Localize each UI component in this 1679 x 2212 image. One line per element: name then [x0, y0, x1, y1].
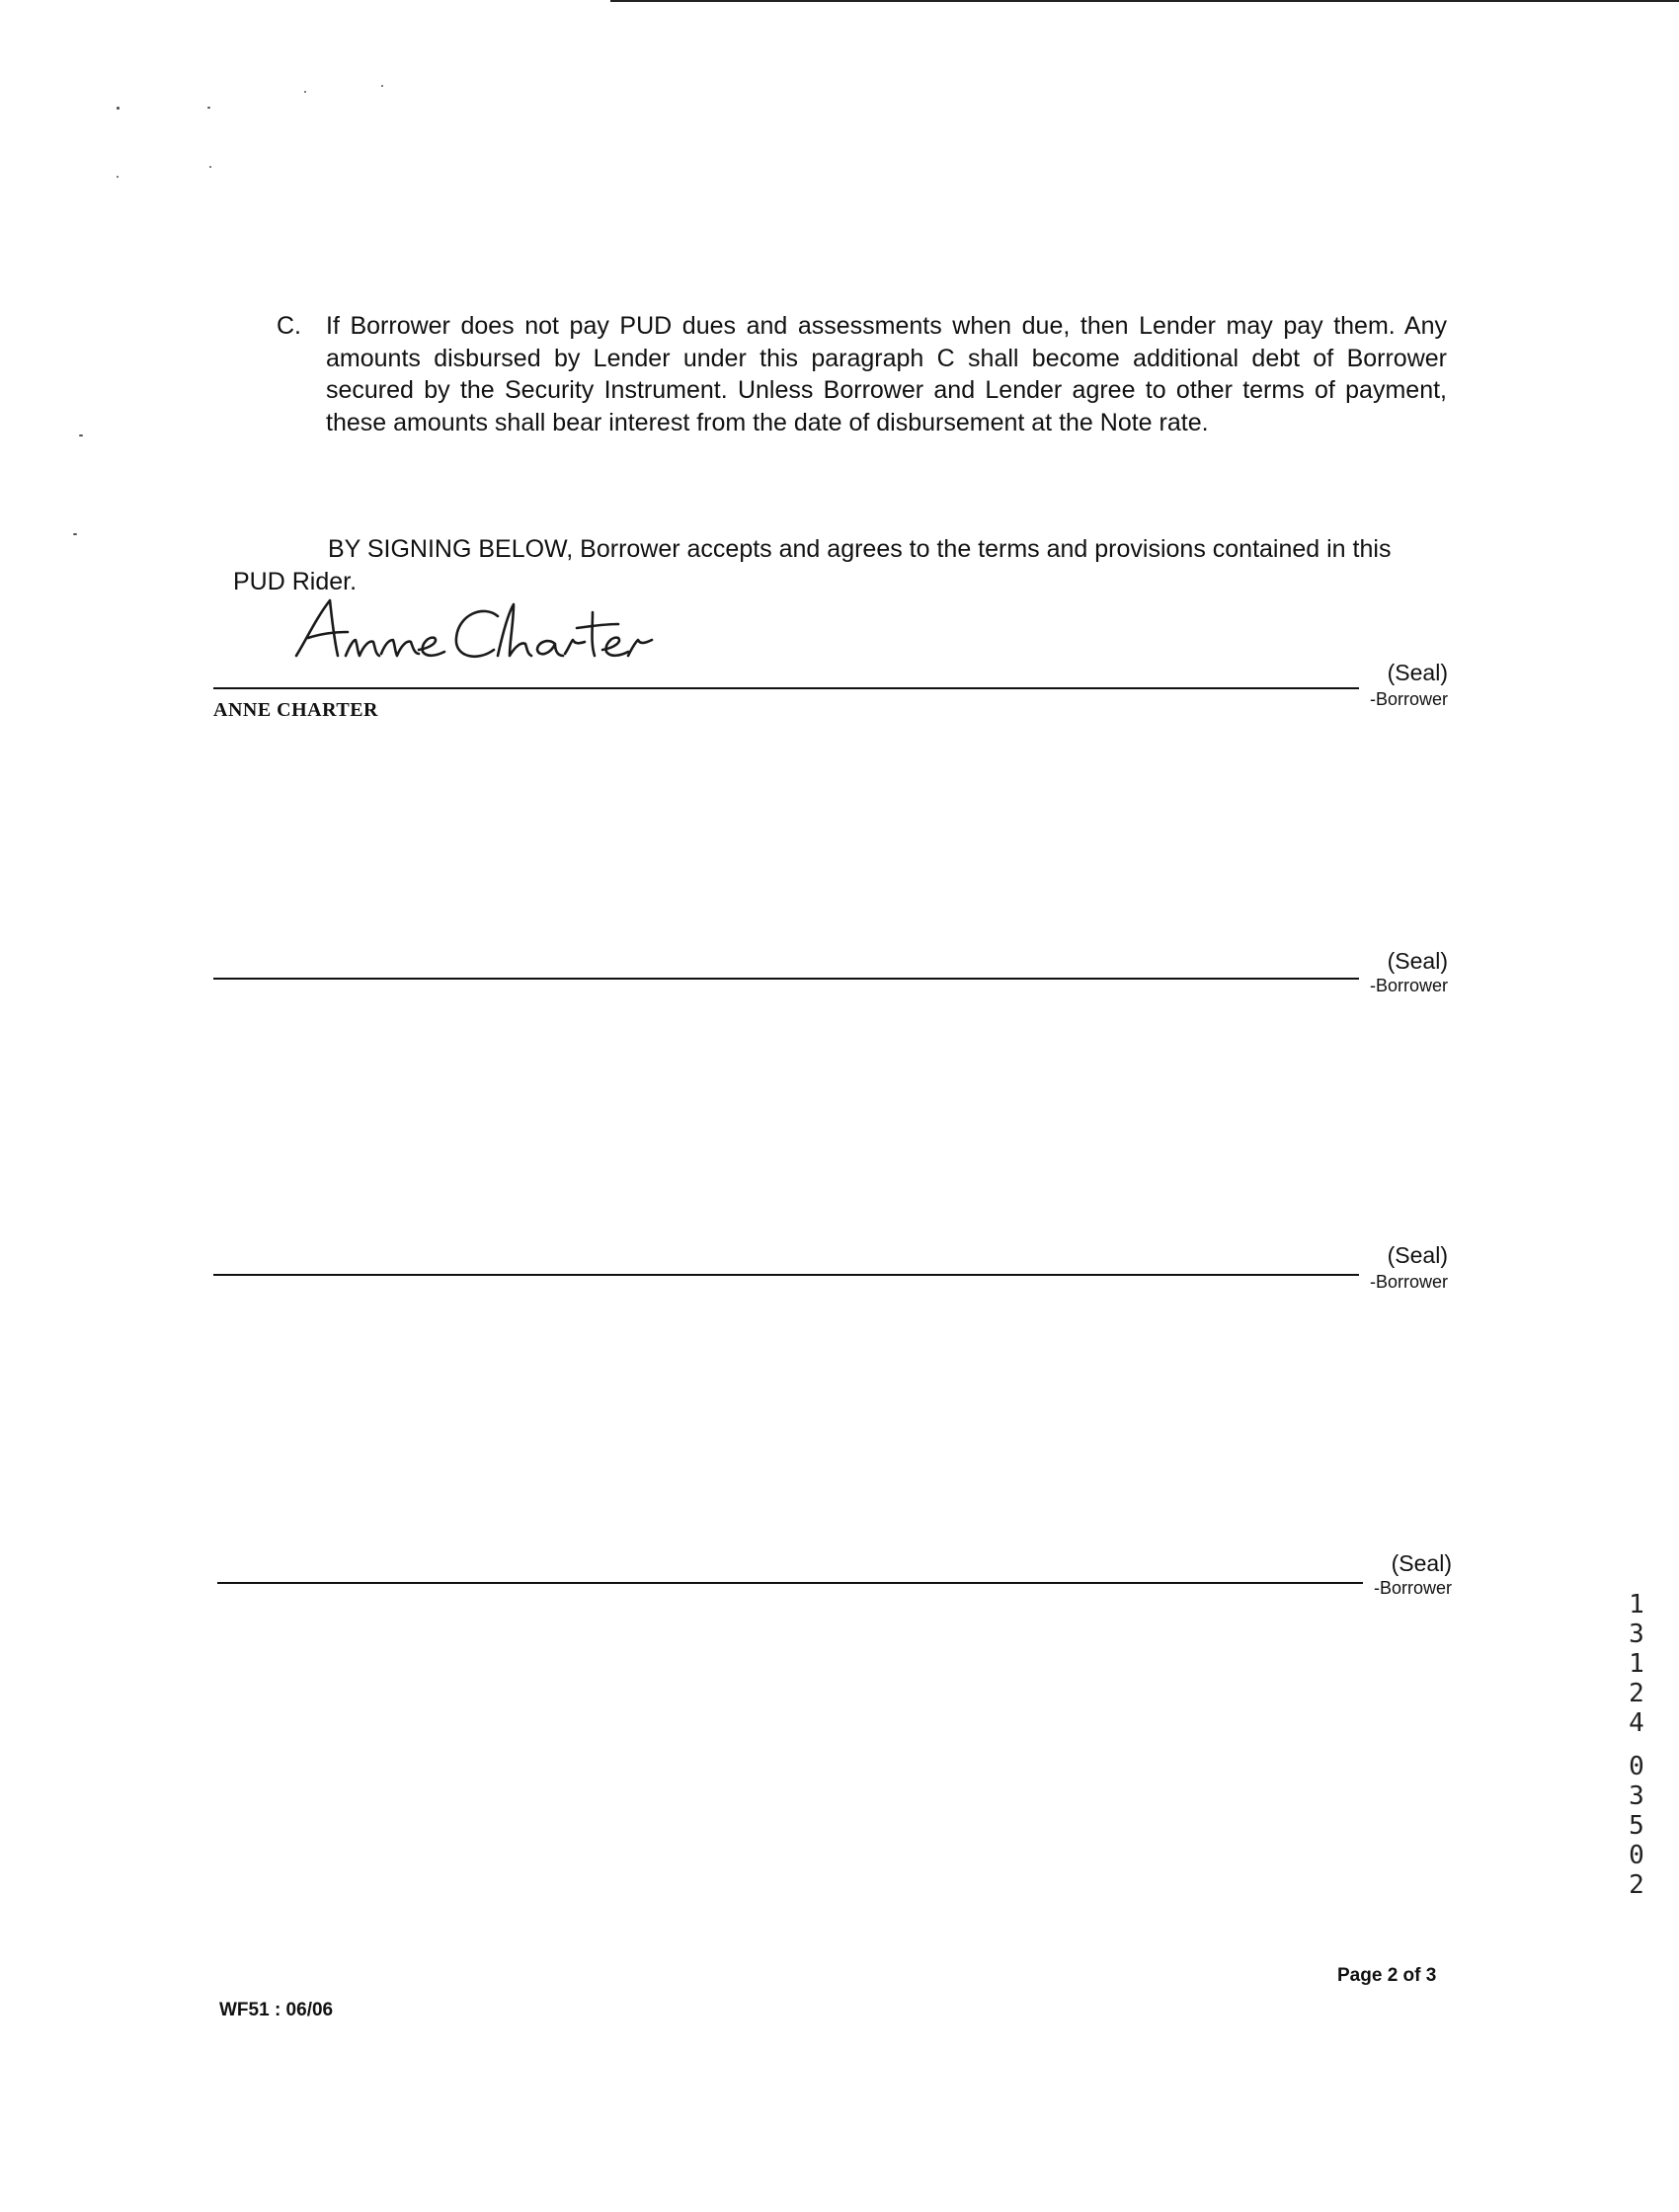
page-number: Page 2 of 3	[1337, 1965, 1437, 1986]
signature-block-1	[213, 642, 1448, 721]
signature-block-3	[213, 1240, 1448, 1309]
stamp-digit: 3	[1629, 1781, 1644, 1811]
document-number-stamp	[1627, 1590, 1646, 1900]
stamp-digit: 3	[1629, 1620, 1644, 1649]
seal-label: (Seal)	[1387, 1242, 1448, 1268]
signature-line-3	[213, 1274, 1359, 1276]
borrower-role-label: -Borrower	[1369, 689, 1448, 709]
paragraph-c-label: C.	[277, 312, 301, 340]
scan-speck	[73, 533, 77, 535]
handwritten-signature	[290, 594, 843, 673]
seal-label: (Seal)	[1387, 948, 1448, 974]
signature-block-2	[213, 944, 1448, 1013]
scan-speck	[79, 434, 83, 436]
stamp-digit: 1	[1629, 1649, 1644, 1679]
signing-statement-text: BY SIGNING BELOW, Borrower accepts and agrees to the terms and provisions contained in this PUD Rider.	[233, 535, 1392, 595]
stamp-digit: 5	[1629, 1811, 1644, 1841]
stamp-digit: 0	[1629, 1752, 1644, 1781]
seal-label: (Seal)	[1387, 660, 1448, 685]
stamp-digit: 2	[1629, 1870, 1644, 1900]
signature-line-2	[213, 978, 1359, 980]
stamp-digit: 0	[1629, 1841, 1644, 1870]
stamp-digit: 1	[1629, 1590, 1644, 1620]
signing-statement	[233, 533, 1438, 597]
stamp-digit: 4	[1629, 1708, 1644, 1738]
signature-line-1	[213, 687, 1359, 689]
signature-block-4	[217, 1546, 1452, 1616]
borrower-role-label: -Borrower	[1369, 976, 1448, 995]
scan-speck	[117, 107, 120, 110]
paragraph-c	[277, 310, 1447, 438]
paragraph-c-text: If Borrower does not pay PUD dues and assessments when due, then Lender may pay them. Any amounts disbursed by Lender under this paragraph C shall become additional debt of Borrower secured by the Security Instrument. Unless Borrower and Lender agree to other terms of payment, these amounts shall bear interest from the date of disbursement at the Note rate.	[326, 312, 1447, 436]
scan-speck	[209, 166, 211, 168]
borrower-role-label: -Borrower	[1369, 1272, 1448, 1292]
scan-speck	[381, 85, 383, 87]
scan-speck	[117, 176, 119, 178]
form-code: WF51 : 06/06	[219, 2000, 334, 2020]
signature-line-4	[217, 1582, 1363, 1584]
scan-speck	[207, 107, 210, 109]
stamp-digit: 2	[1629, 1679, 1644, 1708]
top-edge-rule	[610, 0, 1679, 2]
borrower-role-label: -Borrower	[1373, 1578, 1452, 1598]
scan-speck	[304, 91, 306, 93]
signer-name: ANNE CHARTER	[213, 699, 378, 721]
seal-label: (Seal)	[1391, 1550, 1452, 1576]
